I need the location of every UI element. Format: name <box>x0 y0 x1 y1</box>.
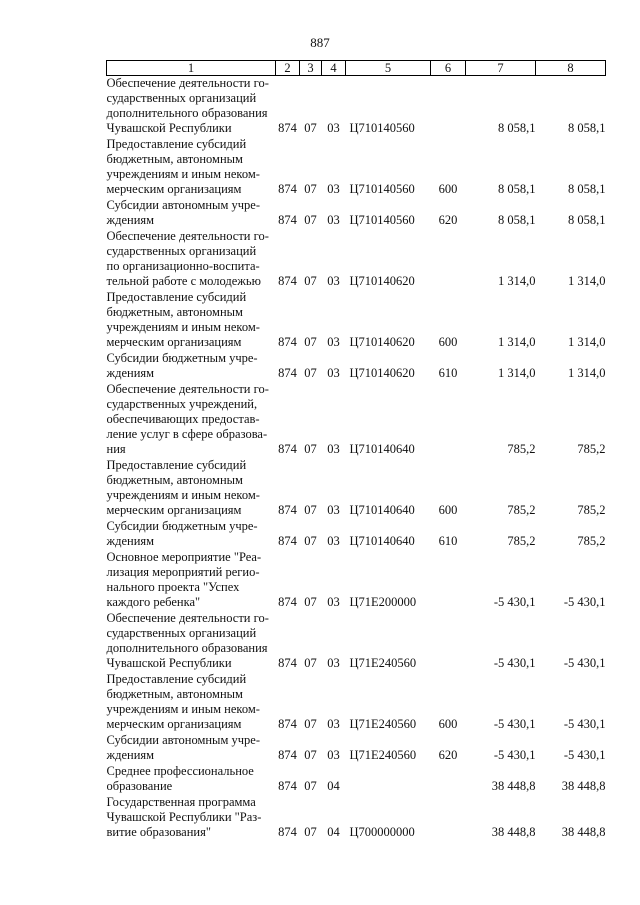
section-code-cell: 07 <box>304 213 317 227</box>
header-row <box>107 61 606 76</box>
table-row <box>107 137 606 198</box>
amount-cell: 1 314,0 <box>498 366 536 380</box>
subsection-code-cell: 03 <box>327 442 340 456</box>
item-name-line: сударственных организаций <box>106 244 257 258</box>
amount-cell: 8 058,1 <box>498 213 536 227</box>
section-code-cell: 07 <box>304 748 317 762</box>
target-article-cell: Ц710140640 <box>349 534 415 548</box>
amount-total-cell: 785,2 <box>577 442 606 456</box>
item-name-cell <box>107 198 276 229</box>
section-code-cell: 07 <box>304 182 317 196</box>
item-name-cell <box>107 795 276 841</box>
expense-type-cell <box>431 795 466 841</box>
item-name-line: ление услуг в сфере образова- <box>106 427 268 441</box>
expense-type-cell: 620 <box>438 213 458 227</box>
item-name-line: Предоставление субсидий <box>106 458 247 472</box>
target-article-cell: Ц710140620 <box>349 274 415 288</box>
item-name-line: обеспечивающих предостав- <box>106 412 260 426</box>
item-name-line: витие образования" <box>106 825 211 839</box>
item-name-line: Обеспечение деятельности го- <box>106 76 269 90</box>
section-code-cell: 07 <box>304 595 317 609</box>
column-header: 4 <box>322 61 346 76</box>
amount-total-cell: 1 314,0 <box>568 335 606 349</box>
subsection-code-cell: 03 <box>327 656 340 670</box>
amount-total-cell: 8 058,1 <box>568 182 606 196</box>
expense-type-cell <box>431 550 466 611</box>
table-body <box>107 76 606 842</box>
target-article-cell: Ц71Е240560 <box>349 656 417 670</box>
item-name-line: Субсидии бюджетным учре- <box>106 519 258 533</box>
subsection-code-cell: 03 <box>327 366 340 380</box>
ministry-code-cell: 874 <box>278 121 297 135</box>
amount-total-cell: -5 430,1 <box>563 595 606 609</box>
ministry-code-cell: 874 <box>278 366 297 380</box>
target-article-cell: Ц710140620 <box>349 366 415 380</box>
amount-total-cell: 38 448,8 <box>561 825 606 839</box>
subsection-code-cell: 03 <box>327 534 340 548</box>
item-name-line: сударственных организаций <box>106 626 257 640</box>
amount-total-cell: 785,2 <box>577 534 606 548</box>
amount-cell: 38 448,8 <box>491 779 536 793</box>
item-name-line: Государственная программа <box>106 795 256 809</box>
expense-type-cell <box>431 382 466 458</box>
expense-type-cell <box>431 76 466 138</box>
target-article-cell: Ц71Е200000 <box>349 595 417 609</box>
item-name-line: Среднее профессиональное <box>106 764 254 778</box>
subsection-code-cell: 03 <box>327 717 340 731</box>
item-name-line: ния <box>106 442 126 456</box>
item-name-line: Предоставление субсидий <box>106 672 247 686</box>
expense-type-cell: 610 <box>438 534 458 548</box>
column-header: 2 <box>276 61 300 76</box>
section-code-cell: 07 <box>304 335 317 349</box>
item-name-cell <box>107 672 276 733</box>
section-code-cell: 07 <box>304 366 317 380</box>
table-row <box>107 76 606 138</box>
amount-total-cell: 1 314,0 <box>568 366 606 380</box>
item-name-line: Обеспечение деятельности го- <box>106 229 269 243</box>
item-name-line: Предоставление субсидий <box>106 137 247 151</box>
item-name-line: Субсидии бюджетным учре- <box>106 351 258 365</box>
item-name-cell <box>107 229 276 290</box>
item-name-line: Обеспечение деятельности го- <box>106 611 269 625</box>
item-name-line: Субсидии автономным учре- <box>106 733 260 747</box>
column-header: 3 <box>300 61 322 76</box>
expense-type-cell: 610 <box>438 366 458 380</box>
budget-table <box>106 60 606 841</box>
ministry-code-cell: 874 <box>278 274 297 288</box>
amount-cell: 1 314,0 <box>498 335 536 349</box>
item-name-line: нального проекта "Успех <box>106 580 240 594</box>
item-name-line: Субсидии автономным учре- <box>106 198 260 212</box>
table-row <box>107 764 606 795</box>
item-name-line: Основное мероприятие "Реа- <box>106 550 262 564</box>
item-name-line: тельной работе с молодежью <box>106 274 261 288</box>
ministry-code-cell: 874 <box>278 595 297 609</box>
item-name-line: образование <box>106 779 173 793</box>
table-row <box>107 290 606 351</box>
section-code-cell: 07 <box>304 779 317 793</box>
table-row <box>107 198 606 229</box>
item-name-line: сударственных организаций <box>106 91 257 105</box>
item-name-cell <box>107 458 276 519</box>
item-name-cell <box>107 137 276 198</box>
subsection-code-cell: 03 <box>327 121 340 135</box>
subsection-code-cell: 03 <box>327 335 340 349</box>
item-name-cell <box>107 611 276 672</box>
item-name-cell <box>107 382 276 458</box>
item-name-cell <box>107 351 276 382</box>
target-article-cell: Ц710140560 <box>349 121 415 135</box>
item-name-line: дополнительного образования <box>106 641 268 655</box>
ministry-code-cell: 874 <box>278 779 297 793</box>
item-name-line: Обеспечение деятельности го- <box>106 382 269 396</box>
table-header <box>107 61 606 76</box>
section-code-cell: 07 <box>304 717 317 731</box>
column-header: 8 <box>536 61 606 76</box>
ministry-code-cell: 874 <box>278 335 297 349</box>
expense-type-cell <box>431 764 466 795</box>
table-row <box>107 611 606 672</box>
target-article-cell: Ц710140620 <box>349 335 415 349</box>
column-header: 6 <box>431 61 466 76</box>
item-name-line: бюджетным, автономным <box>106 687 243 701</box>
subsection-code-cell: 04 <box>327 825 340 839</box>
expense-type-cell: 600 <box>438 182 458 196</box>
item-name-line: по организационно-воспита- <box>106 259 260 273</box>
expense-type-cell: 600 <box>438 503 458 517</box>
item-name-cell <box>107 764 276 795</box>
item-name-line: Предоставление субсидий <box>106 290 247 304</box>
ministry-code-cell: 874 <box>278 442 297 456</box>
expense-type-cell: 620 <box>438 748 458 762</box>
ministry-code-cell: 874 <box>278 213 297 227</box>
item-name-line: мерческим организациям <box>106 503 242 517</box>
column-header: 5 <box>346 61 431 76</box>
amount-total-cell: 785,2 <box>577 503 606 517</box>
amount-cell: 8 058,1 <box>498 121 536 135</box>
table-row <box>107 795 606 841</box>
column-header: 7 <box>466 61 536 76</box>
amount-cell: 785,2 <box>507 442 536 456</box>
amount-cell: 785,2 <box>507 534 536 548</box>
target-article-cell: Ц710140560 <box>349 213 415 227</box>
item-name-line: мерческим организациям <box>106 335 242 349</box>
subsection-code-cell: 03 <box>327 182 340 196</box>
section-code-cell: 07 <box>304 503 317 517</box>
amount-total-cell: -5 430,1 <box>563 748 606 762</box>
column-header: 1 <box>107 61 276 76</box>
ministry-code-cell: 874 <box>278 503 297 517</box>
item-name-line: Чувашской Республики "Раз- <box>106 810 262 824</box>
item-name-line: бюджетным, автономным <box>106 305 243 319</box>
target-article-cell: Ц710140640 <box>349 503 415 517</box>
table-row <box>107 351 606 382</box>
ministry-code-cell: 874 <box>278 656 297 670</box>
section-code-cell: 07 <box>304 121 317 135</box>
ministry-code-cell: 874 <box>278 748 297 762</box>
amount-cell: -5 430,1 <box>493 656 536 670</box>
item-name-line: ждениям <box>106 366 155 380</box>
target-article-cell: Ц710140640 <box>349 442 415 456</box>
item-name-line: ждениям <box>106 534 155 548</box>
page-number: 887 <box>310 35 330 50</box>
amount-total-cell: 8 058,1 <box>568 213 606 227</box>
item-name-cell <box>107 290 276 351</box>
table-row <box>107 550 606 611</box>
subsection-code-cell: 03 <box>327 213 340 227</box>
target-article-cell: Ц710140560 <box>349 182 415 196</box>
amount-cell: -5 430,1 <box>493 748 536 762</box>
amount-total-cell: 8 058,1 <box>568 121 606 135</box>
item-name-line: лизация мероприятий регио- <box>106 565 260 579</box>
section-code-cell: 07 <box>304 534 317 548</box>
amount-total-cell: 38 448,8 <box>561 779 606 793</box>
table-row <box>107 382 606 458</box>
amount-total-cell: -5 430,1 <box>563 656 606 670</box>
amount-cell: 8 058,1 <box>498 182 536 196</box>
amount-cell: -5 430,1 <box>493 717 536 731</box>
item-name-line: Чувашской Республики <box>106 656 232 670</box>
amount-cell: 785,2 <box>507 503 536 517</box>
item-name-line: дополнительного образования <box>106 106 268 120</box>
amount-total-cell: 1 314,0 <box>568 274 606 288</box>
section-code-cell: 07 <box>304 825 317 839</box>
amount-cell: 1 314,0 <box>498 274 536 288</box>
subsection-code-cell: 04 <box>327 779 340 793</box>
target-article-cell: Ц71Е240560 <box>349 748 417 762</box>
expense-type-cell <box>431 229 466 290</box>
target-article-cell <box>346 764 431 795</box>
target-article-cell: Ц71Е240560 <box>349 717 417 731</box>
section-code-cell: 07 <box>304 274 317 288</box>
ministry-code-cell: 874 <box>278 182 297 196</box>
ministry-code-cell: 874 <box>278 534 297 548</box>
expense-type-cell: 600 <box>438 717 458 731</box>
table-row <box>107 519 606 550</box>
expense-type-cell: 600 <box>438 335 458 349</box>
item-name-cell <box>107 733 276 764</box>
section-code-cell: 07 <box>304 656 317 670</box>
target-article-cell: Ц700000000 <box>349 825 415 839</box>
expense-type-cell <box>431 611 466 672</box>
item-name-line: бюджетным, автономным <box>106 473 243 487</box>
item-name-line: каждого ребенка" <box>106 595 201 609</box>
ministry-code-cell: 874 <box>278 717 297 731</box>
subsection-code-cell: 03 <box>327 503 340 517</box>
item-name-line: учреждениям и иным неком- <box>106 702 260 716</box>
subsection-code-cell: 03 <box>327 274 340 288</box>
item-name-cell <box>107 550 276 611</box>
subsection-code-cell: 03 <box>327 748 340 762</box>
item-name-line: мерческим организациям <box>106 182 242 196</box>
section-code-cell: 07 <box>304 442 317 456</box>
item-name-cell <box>107 76 276 138</box>
item-name-cell <box>107 519 276 550</box>
item-name-line: учреждениям и иным неком- <box>106 167 260 181</box>
item-name-line: учреждениям и иным неком- <box>106 320 260 334</box>
ministry-code-cell: 874 <box>278 825 297 839</box>
item-name-line: сударственных учреждений, <box>106 397 258 411</box>
item-name-line: бюджетным, автономным <box>106 152 243 166</box>
table-row <box>107 458 606 519</box>
subsection-code-cell: 03 <box>327 595 340 609</box>
table-row <box>107 229 606 290</box>
item-name-line: мерческим организациям <box>106 717 242 731</box>
table-row <box>107 672 606 733</box>
amount-cell: -5 430,1 <box>493 595 536 609</box>
amount-cell: 38 448,8 <box>491 825 536 839</box>
item-name-line: ждениям <box>106 748 155 762</box>
table-row <box>107 733 606 764</box>
item-name-line: учреждениям и иным неком- <box>106 488 260 502</box>
item-name-line: Чувашской Республики <box>106 121 232 135</box>
amount-total-cell: -5 430,1 <box>563 717 606 731</box>
item-name-line: ждениям <box>106 213 155 227</box>
